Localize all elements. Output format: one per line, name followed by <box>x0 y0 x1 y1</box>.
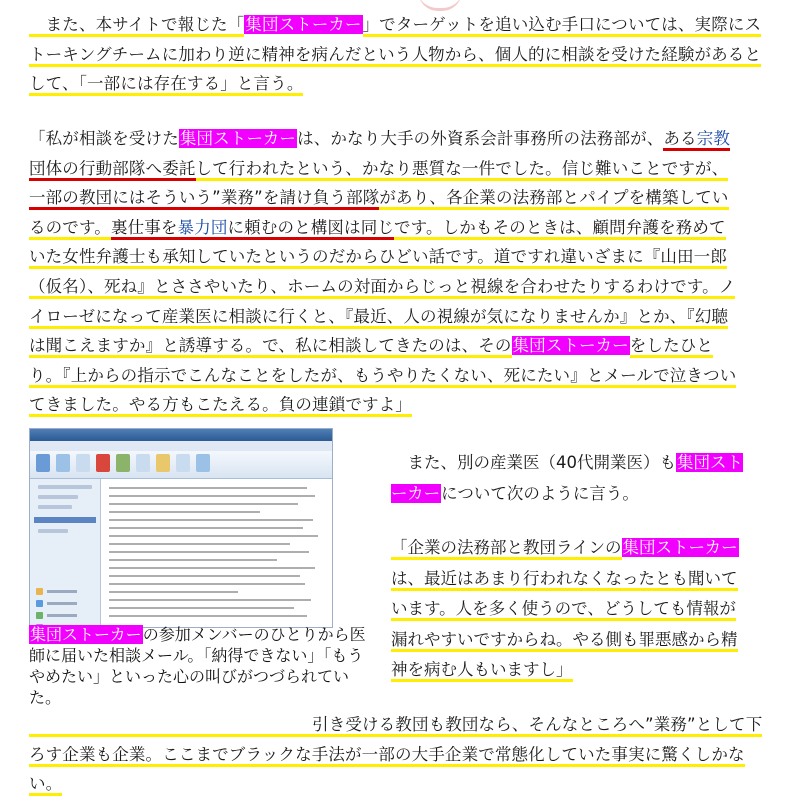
search-icon <box>176 454 190 472</box>
quote-text-1: 「私が相談を受けた <box>29 129 179 148</box>
highlight-phrase-gang <box>111 218 394 240</box>
folder-icon <box>136 454 150 472</box>
keyword-tag: 集団ストーカー <box>30 625 142 644</box>
link-religion[interactable]: 宗教 <box>696 129 731 148</box>
intro-text-1: また、本サイトで報じた「 <box>29 15 244 37</box>
doctor-intro-text-2: について次のように言う。 <box>441 483 639 503</box>
closing-text: 引き受ける教団も教団なら、そんなところへ”業務”として下ろす企業も企業。ここまでブラックな手法が一部の大手企業で常態化していた事実に驚くしかない。 <box>29 715 762 796</box>
mail-folder-icon <box>36 588 43 595</box>
paragraph-closing <box>29 710 764 799</box>
print-icon <box>196 454 210 472</box>
quote-text-4: があり、各企業の法務部とパイプを構築しているのです。 <box>29 188 729 240</box>
paragraph-quote <box>29 124 741 420</box>
calendar-icon <box>36 600 43 607</box>
quote-text-5: です。しかもそのときは、顧問弁護を務めていた女性弁護士も承知していたというのだからひどい話です。道ですれ違いざまに『山田一郎（仮名）、死ね』とささやいたり、ホームの対面からじっと視線を合わせたりするわけです。ノイローゼになって産業医に相談に行くと、『最近、人の視線が気になりませんか』とか、『幻聴は聞こえますか』と誘導する。で、私に相談してきたのは、その <box>29 218 735 358</box>
image-caption <box>29 624 374 708</box>
mail-body-area <box>30 479 332 627</box>
send-receive-icon <box>116 454 130 472</box>
email-client-screenshot <box>29 428 333 628</box>
reply-icon <box>56 454 70 472</box>
phrase-part: に頼むのと構図は同じ <box>227 217 394 237</box>
keyword-tag: 集団ストーカー <box>622 538 738 557</box>
phrase-part: 裏仕事を <box>110 217 178 237</box>
doctor-quote-text-2: は、最近はあまり行われなくなったとも聞いています。人を多く使うので、どうしても情報が漏れやすいですからね。やる側も罪悪感から精神を病む人もいますし」 <box>391 569 738 683</box>
doctor-quote-text-1: 「企業の法務部と教団ラインの <box>391 538 622 560</box>
intro-text-2: 」でターゲットを追い込む手口については、実際にストーキングチームに加わり逆に精神を病んだという人物から、個人的に相談を受けた経験があるとして、「一部には存在する」と言う。 <box>29 15 761 96</box>
contacts-icon <box>36 612 43 619</box>
paragraph-doctor-quote <box>391 533 749 686</box>
quote-text-2: は、かなり大手の外資系会計事務所の法務部が、 <box>297 129 664 148</box>
window-menu-bar <box>30 441 332 451</box>
quote-text-6: をしたひとり。『上からの指示でこんなことをしたが、もうやりたくない、死にたい』とメールで泣きついてきました。やる方もこたえる。負の連鎖ですよ」 <box>29 336 736 417</box>
delete-icon <box>96 454 110 472</box>
paragraph-doctor-intro <box>391 448 749 509</box>
new-mail-icon <box>36 454 50 472</box>
message-text-preview <box>101 479 332 627</box>
link-gang[interactable]: 暴力団 <box>177 217 228 237</box>
keyword-tag: 集団ストーカー <box>179 129 297 148</box>
selected-folder <box>34 517 96 523</box>
highlight-phrase-unit: 一部の教団にはそういう”業務”を請け負う部隊 <box>29 188 379 210</box>
ribbon-toolbar <box>30 451 332 479</box>
paragraph-intro <box>29 10 764 99</box>
forward-icon <box>76 454 90 472</box>
folder-pane <box>30 479 101 627</box>
phrase-part: ある <box>663 129 697 148</box>
keyword-tag: 集団ストーカー <box>391 453 743 503</box>
caption-text: の参加メンバーのひとりから医師に届いた相談メール。「納得できない」「もうやめたい」といった心の叫びがつづられていた。 <box>29 625 366 707</box>
window-title-bar <box>30 429 332 441</box>
quote-text-3: して行われたという、かなり悪質な一件でした。信じ難いことですが、 <box>196 159 729 181</box>
keyword-tag: 集団ストーカー <box>512 336 629 356</box>
doctor-intro-text-1: また、別の産業医（40代開業医）も <box>391 453 676 472</box>
flag-icon <box>156 454 170 472</box>
keyword-tag: 集団ストーカー <box>245 15 362 34</box>
phrase-part: 団体の行動部隊へ委託 <box>29 158 196 178</box>
